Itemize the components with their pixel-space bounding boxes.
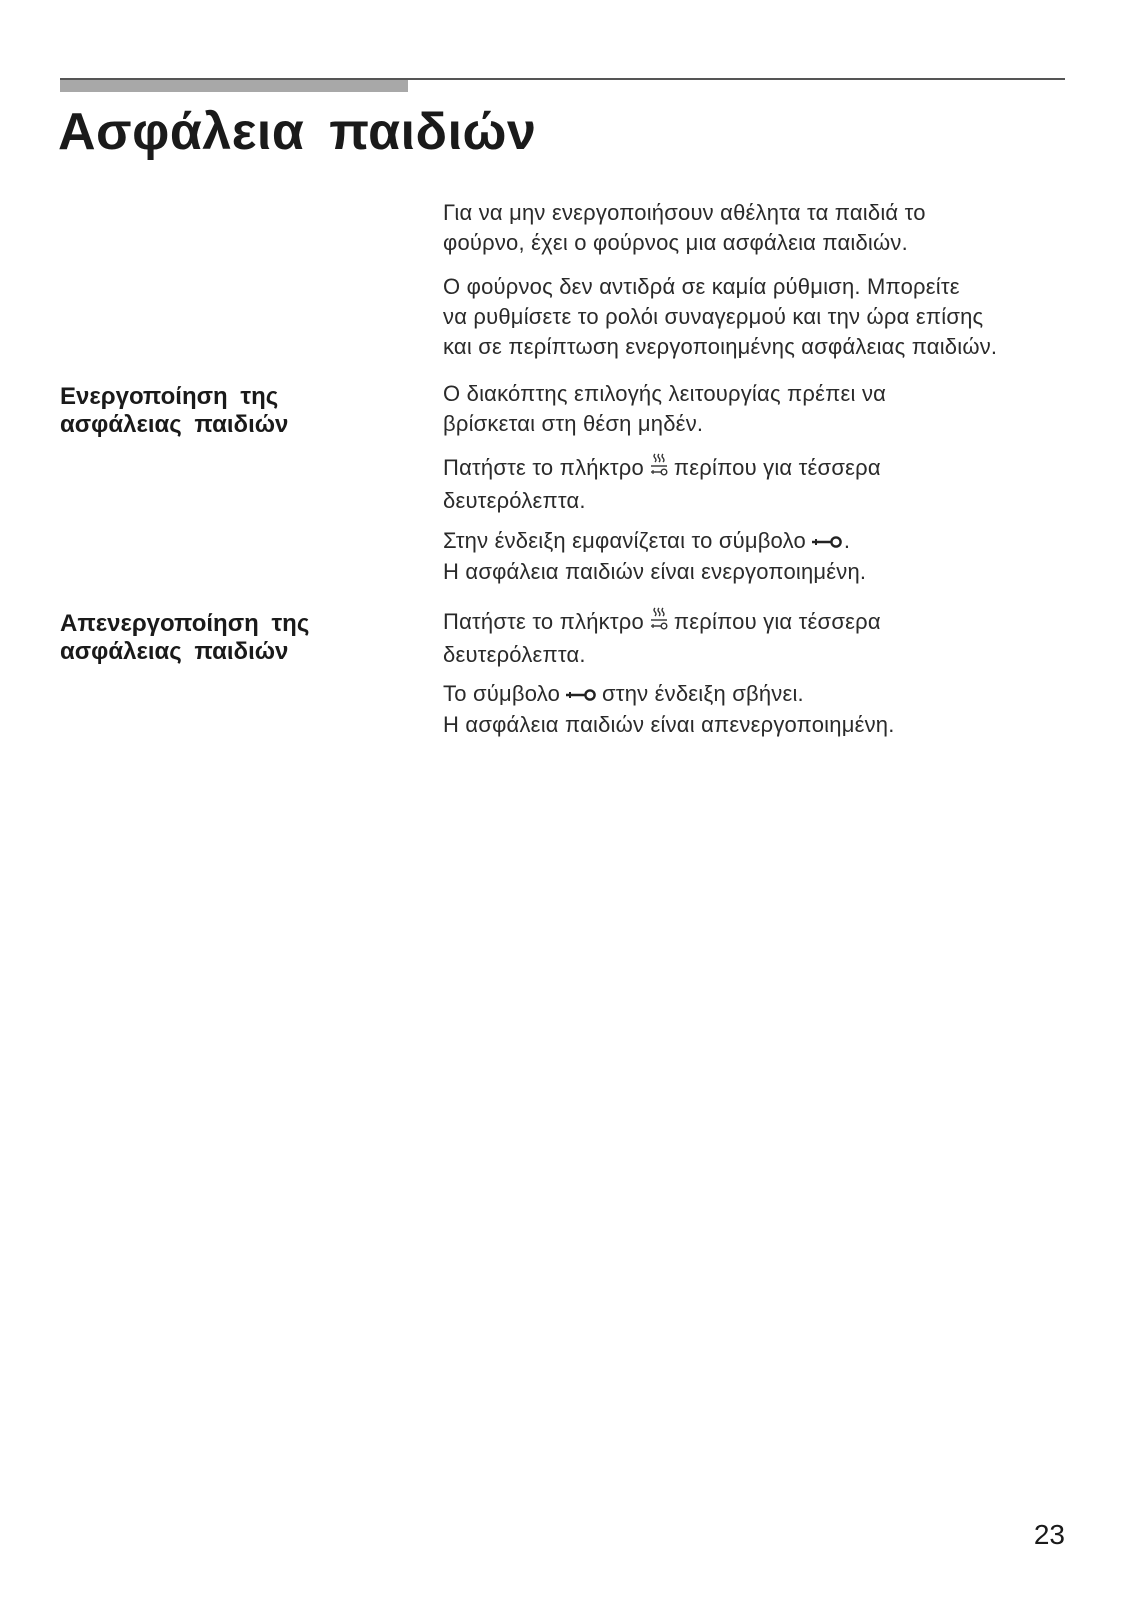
activate-paragraph-1: Ο διακόπτης επιλογής λειτουργίας πρέπει να βρίσκεται στη θέση μηδέν. — [443, 381, 887, 436]
steam-key-icon — [648, 452, 670, 486]
deactivate-paragraph-1 — [443, 606, 1073, 670]
activate-heading: Ενεργοποίηση της ασφάλειας παιδιών — [60, 383, 289, 438]
activate-press-text: Πατήστε το πλήκτρο — [443, 454, 644, 480]
steam-key-icon — [648, 606, 670, 640]
intro-paragraph-2: Ο φούρνος δεν αντιδρά σε καμία ρύθμιση. Μπορείτε να ρυθμίσετε το ρολόι συναγερμού και την ώρα επίσης και σε περίπτωση ενεργοποιημένης ασφάλειας παιδιών. — [443, 274, 998, 359]
deactivate-press-text: Πατήστε το πλήκτρο — [443, 608, 644, 634]
deactivate-paragraph-2 — [443, 679, 1073, 740]
deactivate-status-text: στην ένδειξη σβήνει. Η ασφάλεια παιδιών είναι απενεργοποιημένη. — [443, 681, 895, 738]
activate-press-duration-text: περίπου για τέσσερα δευτερόλεπτα. — [443, 454, 881, 513]
key-icon — [564, 680, 598, 710]
intro-paragraph-1: Για να μην ενεργοποιήσουν αθέλητα τα παιδιά το φούρνο, έχει ο φούρνος μια ασφάλεια παιδιών. — [443, 200, 926, 255]
deactivate-symbol-text: Το σύμβολο — [443, 681, 561, 706]
activate-paragraph-3 — [443, 526, 1073, 587]
page-title: Ασφάλεια παιδιών — [58, 103, 537, 161]
activate-paragraph-2 — [443, 452, 1073, 516]
key-icon — [810, 527, 844, 557]
activate-symbol-text: Στην ένδειξη εμφανίζεται το σύμβολο — [443, 528, 806, 553]
header-accent-bar — [60, 80, 408, 92]
page-number: 23 — [1033, 1519, 1065, 1550]
deactivate-heading: Απενεργοποίηση της ασφάλειας παιδιών — [60, 610, 310, 665]
deactivate-press-duration-text: περίπου για τέσσερα δευτερόλεπτα. — [443, 608, 881, 667]
activate-status-text: . Η ασφάλεια παιδιών είναι ενεργοποιημένη. — [443, 528, 867, 585]
